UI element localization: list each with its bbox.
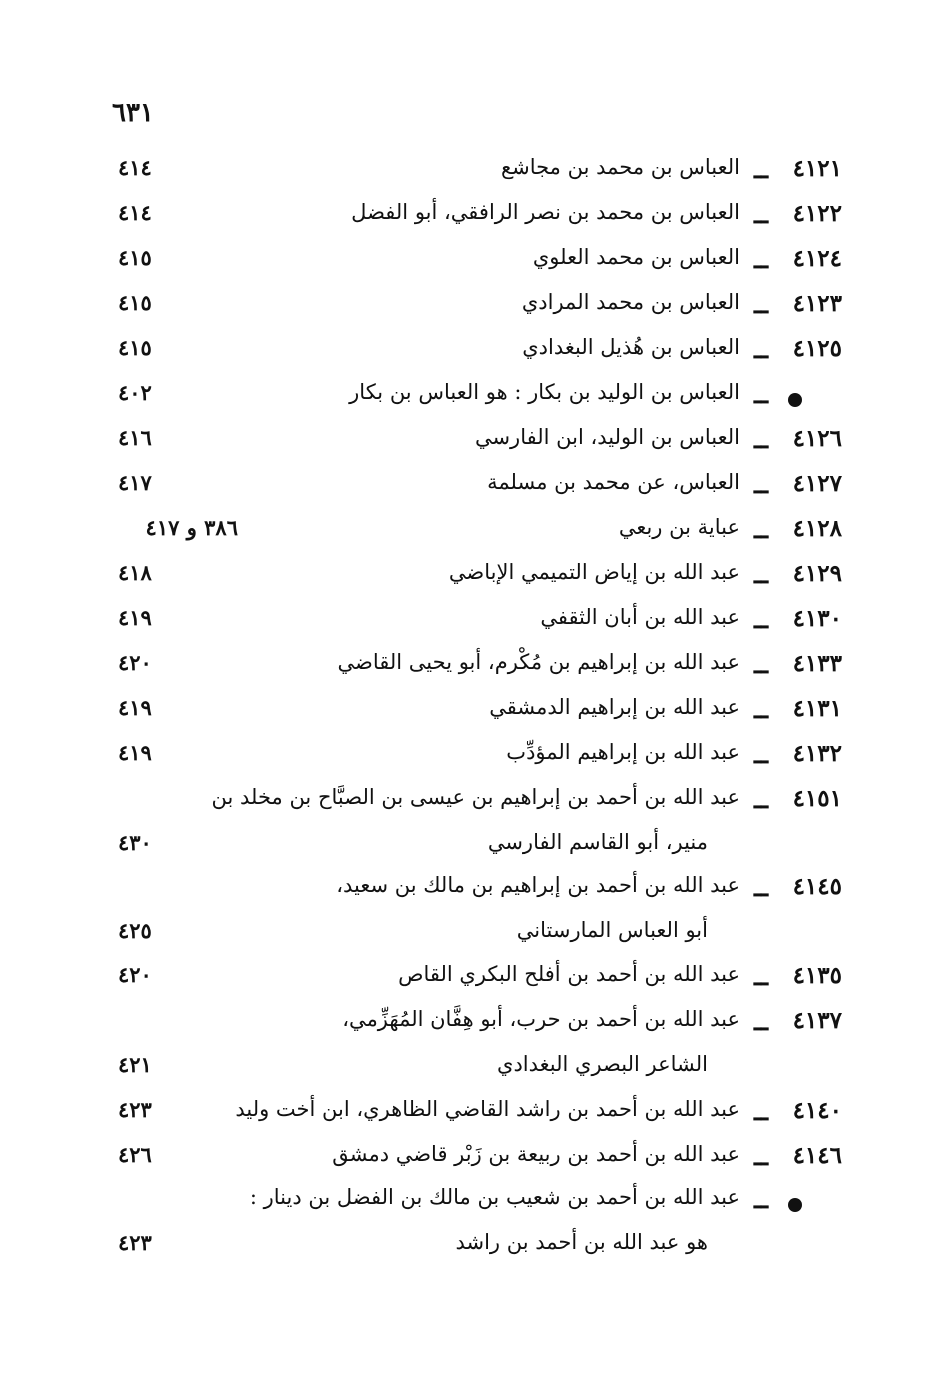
index-entry	[0, 785, 938, 825]
index-entry	[0, 560, 938, 600]
dash-separator: ــ	[753, 695, 768, 724]
entry-page: ٤١٦	[118, 425, 152, 450]
entry-name: عبد الله بن إياض التميمي الإباضي	[448, 560, 740, 584]
entry-page: ٤١٩	[118, 740, 152, 765]
dash-separator: ــ	[753, 650, 768, 679]
entry-page: ٤١٨	[118, 560, 152, 585]
entry-page: ٤٢١	[118, 1052, 152, 1077]
dash-separator: ــ	[753, 425, 768, 454]
index-entry	[0, 470, 938, 510]
index-entry	[0, 1097, 938, 1137]
entry-number: ٤١٣٧	[792, 1007, 842, 1034]
entry-page: ٤١٥	[118, 335, 152, 360]
dash-separator: ــ	[753, 200, 768, 229]
entry-number: ٤١٤٥	[792, 873, 842, 900]
index-entry-continuation	[0, 830, 938, 870]
entry-name: منير، أبو القاسم الفارسي	[487, 830, 708, 854]
index-entry	[0, 290, 938, 330]
entry-page: ٤١٩	[118, 695, 152, 720]
entry-name: هو عبد الله بن أحمد بن راشد	[455, 1230, 708, 1254]
entry-page: ٤٢٥	[118, 918, 152, 943]
dash-separator: ــ	[753, 470, 768, 499]
entry-number: ٤١٢٨	[792, 515, 842, 542]
entry-number: ٤١٢٥	[792, 335, 842, 362]
entry-name: العباس بن الوليد بن بكار : هو العباس بن بكار	[349, 380, 740, 404]
entry-number: ٤١٢٦	[792, 425, 842, 452]
entry-page: ٤٣٠	[118, 830, 152, 855]
entry-number: ٤١٢٩	[792, 560, 842, 587]
dash-separator: ــ	[753, 290, 768, 319]
dash-separator: ــ	[753, 873, 768, 902]
entry-number: ٤١٢١	[792, 155, 842, 182]
index-entry	[0, 335, 938, 375]
dash-separator: ــ	[753, 740, 768, 769]
index-entry-continuation	[0, 1052, 938, 1092]
dash-separator: ــ	[753, 155, 768, 184]
entry-name: العباس بن محمد بن مجاشع	[500, 155, 740, 179]
entry-number: ٤١٢٣	[792, 290, 842, 317]
entry-page: ٤٢٠	[118, 650, 152, 675]
entry-number: ٤١٣٠	[792, 605, 842, 632]
dash-separator: ــ	[753, 785, 768, 814]
entry-page: ٤٠٢	[118, 380, 152, 405]
entry-name: عبد الله بن أحمد بن إبراهيم بن مالك بن سعيد،	[336, 873, 740, 897]
index-entry	[0, 873, 938, 913]
entry-number: ٤١٢٤	[792, 245, 842, 272]
entry-name: العباس بن هُذيل البغدادي	[522, 335, 740, 359]
entry-name: عباية بن ربعي	[618, 515, 740, 539]
bullet-icon	[788, 1198, 802, 1212]
entry-number: ٤١٣١	[792, 695, 842, 722]
index-entry	[0, 425, 938, 465]
index-entry	[0, 1007, 938, 1047]
entry-page: ٤٢٣	[118, 1097, 152, 1122]
index-entry	[0, 695, 938, 735]
entry-number: ٤١٣٣	[792, 650, 842, 677]
dash-separator: ــ	[753, 515, 768, 544]
dash-separator: ــ	[753, 380, 768, 409]
dash-separator: ــ	[753, 1007, 768, 1036]
entry-name: عبد الله بن إبراهيم المؤدِّب	[506, 740, 740, 764]
entry-name: العباس بن محمد العلوي	[532, 245, 740, 269]
entry-name: أبو العباس المارستاني	[516, 918, 708, 942]
dash-separator: ــ	[753, 245, 768, 274]
entry-name: العباس بن محمد المرادي	[521, 290, 740, 314]
entry-name: عبد الله بن أحمد بن حرب، أبو هِفَّان المُهَزِّمي،	[342, 1007, 740, 1031]
index-entry	[0, 605, 938, 645]
entry-name: عبد الله بن أحمد بن أفلح البكري القاص	[398, 962, 740, 986]
entry-number: ٤١٢٢	[792, 200, 842, 227]
dash-separator: ــ	[753, 335, 768, 364]
dash-separator: ــ	[753, 1142, 768, 1171]
index-entry-continuation	[0, 1230, 938, 1270]
entry-name: عبد الله بن أحمد بن شعيب بن مالك بن الفضل بن دينار :	[249, 1185, 740, 1209]
entry-page: ٤١٥	[118, 245, 152, 270]
entry-name: عبد الله بن أحمد بن راشد القاضي الظاهري، ابن أخت وليد	[235, 1097, 740, 1121]
entry-name: عبد الله بن أحمد بن ربيعة بن زَبْر قاضي دمشق	[332, 1142, 740, 1166]
index-entry-continuation	[0, 918, 938, 958]
entry-name: العباس بن الوليد، ابن الفارسي	[474, 425, 740, 449]
index-entry	[0, 1142, 938, 1182]
entry-page: ٤١٤	[118, 200, 152, 225]
dash-separator: ــ	[753, 1185, 768, 1214]
entry-name: العباس، عن محمد بن مسلمة	[487, 470, 740, 494]
entry-page: ٤١٥	[118, 290, 152, 315]
dash-separator: ــ	[753, 1097, 768, 1126]
entry-page: ٣٨٦ و ٤١٧	[145, 515, 238, 540]
entry-name: العباس بن محمد بن نصر الرافقي، أبو الفضل	[351, 200, 740, 224]
entry-name: عبد الله بن إبراهيم الدمشقي	[489, 695, 740, 719]
index-entry	[0, 245, 938, 285]
entry-page: ٤٢٠	[118, 962, 152, 987]
entry-name: الشاعر البصري البغدادي	[497, 1052, 708, 1076]
bullet-icon	[788, 393, 802, 407]
entry-page: ٤١٧	[118, 470, 152, 495]
index-entry	[0, 1185, 938, 1225]
index-entry	[0, 962, 938, 1002]
entry-number: ٤١٣٥	[792, 962, 842, 989]
entry-name: عبد الله بن أبان الثقفي	[540, 605, 740, 629]
entry-name: عبد الله بن أحمد بن إبراهيم بن عيسى بن الصبَّاح بن مخلد بن	[211, 785, 740, 809]
entry-page: ٤١٩	[118, 605, 152, 630]
entry-page: ٤٢٣	[118, 1230, 152, 1255]
entry-page: ٤٢٦	[118, 1142, 152, 1167]
dash-separator: ــ	[753, 560, 768, 589]
entry-number: ٤١٥١	[792, 785, 842, 812]
entry-number: ٤١٣٢	[792, 740, 842, 767]
index-entry	[0, 515, 938, 555]
entry-number: ٤١٢٧	[792, 470, 842, 497]
index-entry	[0, 380, 938, 420]
index-entry	[0, 155, 938, 195]
dash-separator: ــ	[753, 605, 768, 634]
index-entry	[0, 200, 938, 240]
entry-number: ٤١٤٦	[792, 1142, 842, 1169]
index-entry	[0, 650, 938, 690]
entry-page: ٤١٤	[118, 155, 152, 180]
entry-number: ٤١٤٠	[792, 1097, 842, 1124]
entry-name: عبد الله بن إبراهيم بن مُكْرم، أبو يحيى القاضي	[337, 650, 740, 674]
index-entry	[0, 740, 938, 780]
dash-separator: ــ	[753, 962, 768, 991]
page-number: ٦٣١	[112, 98, 154, 128]
